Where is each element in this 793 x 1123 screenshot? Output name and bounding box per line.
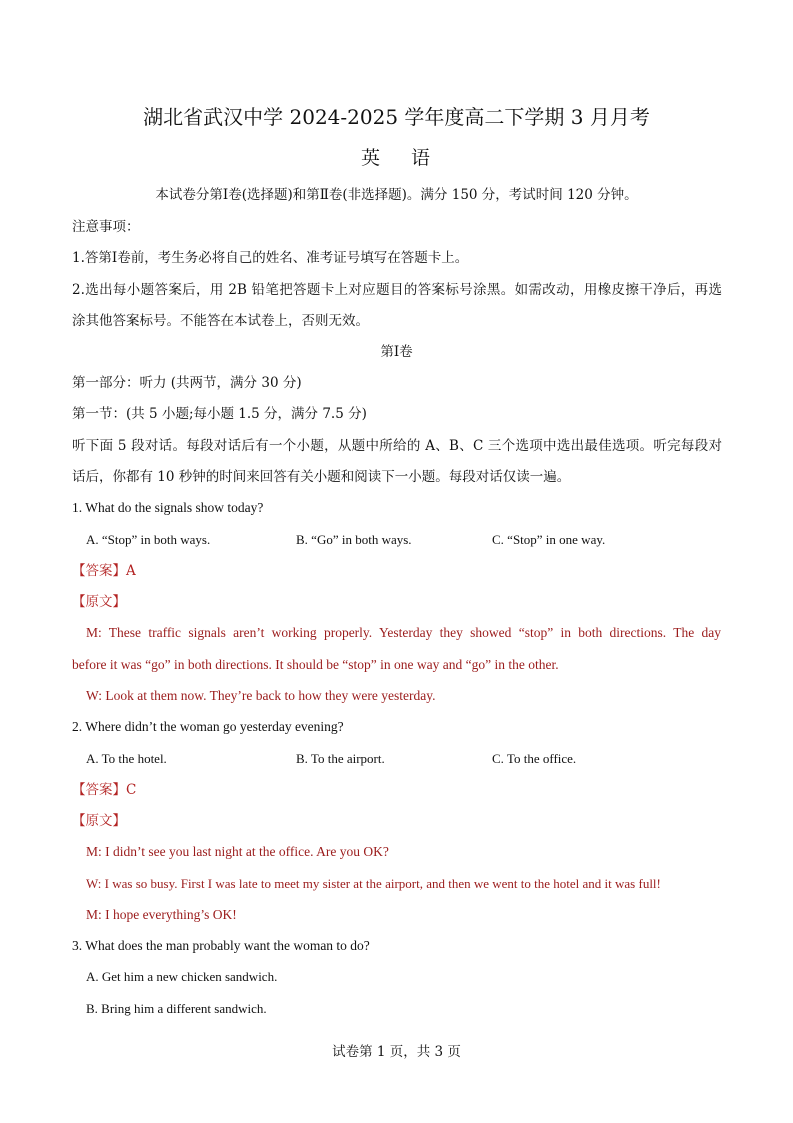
answer-value: C — [126, 782, 137, 798]
question-1-transcript-line-3: W: Look at them now. They’re back to how they were yesterday. — [86, 688, 436, 703]
question-1-answer — [72, 562, 136, 580]
question-2-transcript-label: 【原文】 — [72, 813, 126, 829]
question-3-option-b: B. Bring him a different sandwich. — [86, 1001, 267, 1016]
question-1-transcript-line-1: M: These traffic signals aren’t working properly. Yesterday they showed “stop” in both directions. The day — [86, 625, 721, 640]
answer-label: 【答案】 — [72, 563, 126, 579]
question-1-stem: 1. What do the signals show today? — [72, 500, 264, 515]
question-1-transcript-line-2: before it was “go” in both directions. It should be “stop” in one way and “go” in the other. — [72, 657, 559, 672]
question-3-stem: 3. What does the man probably want the woman to do? — [72, 938, 370, 953]
section1-heading: 第一节：(共 5 小题;每小题 1.5 分，满分 7.5 分) — [72, 406, 367, 422]
notes-item-2-line-2: 涂其他答案标号。不能答在本试卷上，否则无效。 — [72, 313, 369, 329]
volume-label: 第Ⅰ卷 — [380, 344, 413, 360]
question-1-transcript-label: 【原文】 — [72, 594, 126, 610]
question-1-option-b: B. “Go” in both ways. — [296, 532, 412, 547]
question-2-option-a: A. To the hotel. — [86, 751, 167, 766]
exam-title: 湖北省武汉中学 2024-2025 学年度高二下学期 3 月月考 — [143, 105, 650, 129]
question-2-answer — [72, 781, 136, 799]
question-2-stem: 2. Where didn’t the woman go yesterday evening? — [72, 719, 344, 734]
question-2-option-c: C. To the office. — [492, 751, 577, 766]
question-2-option-b: B. To the airport. — [296, 751, 385, 766]
question-2-transcript-line-3: M: I hope everything’s OK! — [86, 907, 237, 922]
question-2-transcript-line-1: M: I didn’t see you last night at the office. Are you OK? — [86, 844, 389, 859]
notes-heading: 注意事项： — [72, 219, 140, 235]
question-1-option-c: C. “Stop” in one way. — [492, 532, 606, 547]
instructions-line-2: 话后，你都有 10 秒钟的时间来回答有关小题和阅读下一小题。每段对话仅读一遍。 — [72, 469, 571, 485]
question-1-option-a: A. “Stop” in both ways. — [86, 532, 211, 547]
page-footer: 试卷第 1 页，共 3 页 — [332, 1044, 461, 1060]
exam-intro: 本试卷分第Ⅰ卷(选择题)和第Ⅱ卷(非选择题)。满分 150 分，考试时间 120 分钟。 — [155, 187, 638, 203]
subject-title: 英 语 — [360, 147, 433, 169]
instructions-line-1: 听下面 5 段对话。每段对话后有一个小题，从题中所给的 A、B、C 三个选项中选出最佳选项。听完每段对 — [72, 438, 722, 454]
notes-item-2-line-1: 2.选出每小题答案后，用 2B 铅笔把答题卡上对应题目的答案标号涂黑。如需改动，用橡皮擦干净后，再选 — [72, 282, 722, 298]
notes-item-1: 1.答第Ⅰ卷前，考生务必将自己的姓名、准考证号填写在答题卡上。 — [72, 250, 469, 266]
question-2-transcript-line-2: W: I was so busy. First I was late to meet my sister at the airport, and then we went to the hotel and it was full! — [86, 876, 661, 891]
question-3-option-a: A. Get him a new chicken sandwich. — [86, 969, 278, 984]
answer-label: 【答案】 — [72, 782, 126, 798]
answer-value: A — [126, 563, 136, 579]
part1-heading: 第一部分：听力 (共两节，满分 30 分) — [72, 375, 302, 391]
